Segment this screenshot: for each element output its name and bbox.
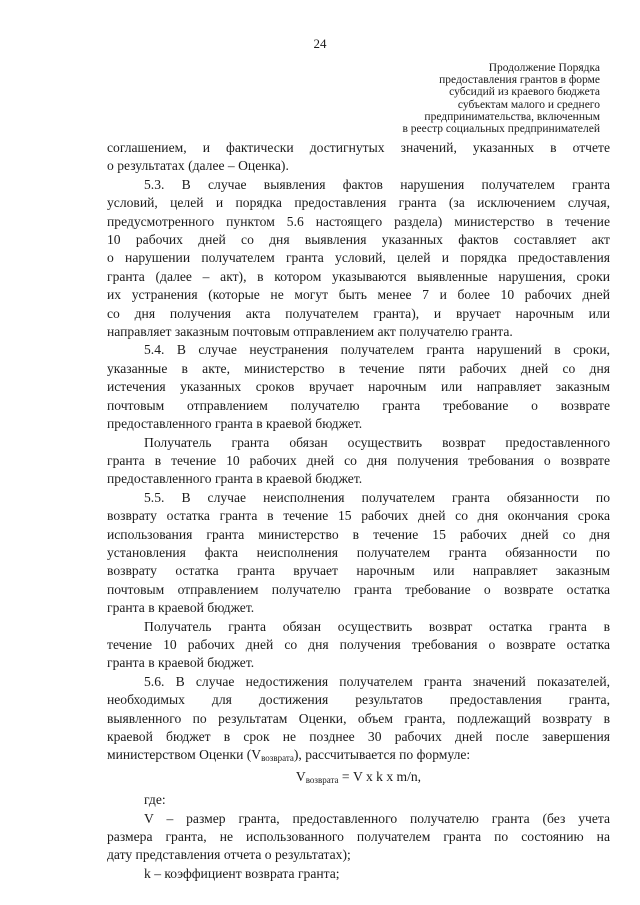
text-line: гранта в краевой бюджет. [107,655,255,671]
text-line: дату представления отчета о результатах); [107,847,351,863]
text-line: установления факта неисполнения получателем гранта обязанности по [107,544,610,560]
definition-v-start: V – размер гранта, предоставленного получателю гранта (без учета [144,810,610,826]
formula-block [107,765,610,791]
ministry-line-before: министерством Оценки (V [107,747,262,763]
ministry-line-after: ), рассчитывается по формуле: [293,747,471,763]
definition-k: k – коэффициент возврата гранта; [144,865,340,881]
header-line: в реестр социальных предпринимателей [402,123,600,136]
text-line: о нарушении получателем гранта условий, целей и порядка предоставления [107,250,610,266]
text-line: со дня получения акта получателем гранта), и вручает нарочным или [107,305,610,321]
ministry-line [107,746,610,764]
ministry-line-subscript: возврата [261,753,294,764]
text-line: краевой бюджет в срок не позднее 30 рабочих дней после завершения [107,729,610,744]
text-line: предоставленного гранта в краевой бюджет. [107,416,363,432]
text-line: их устранения (которые не могут быть менее 7 и более 10 рабочих дней [107,287,610,303]
formula-lhs: V [295,768,306,784]
paragraph-5-3-start: 5.3. В случае выявления фактов нарушения получателем гранта [144,176,610,192]
text-line: течение 10 рабочих дней со дня получения требования о возврате остатка [107,636,610,652]
formula-rhs: = V x k x m/n, [338,768,422,784]
header-line: предпринимательства, включенным [424,110,600,123]
formula-lhs-subscript: возврата [305,774,339,785]
header-line: субъектам малого и среднего [457,98,600,111]
text-line: почтовым отправлением получателю гранта требование о возврате [107,397,610,413]
text-line: соглашением, и фактически достигнутых значений, указанных в отчете [107,140,610,155]
body-text [107,139,610,883]
text-line: предусмотренного пунктом 5.6 настоящего раздела) министерство в течение [107,213,610,229]
paragraph-recipient-start: Получатель гранта обязан осуществить возврат предоставленного [144,434,610,450]
where-label: где: [144,792,166,808]
document-header [400,62,600,135]
text-line: предоставленного гранта в краевой бюджет. [107,471,363,487]
paragraph-recipient-remainder-start: Получатель гранта обязан осуществить возврат остатка гранта в [144,618,610,634]
text-line: гранта в течение 10 рабочих дней со дня получения требования о возврате [107,452,610,468]
paragraph-5-6-start: 5.6. В случае недостижения получателем гранта значений показателей, [144,673,610,689]
header-line: предоставления грантов в форме [439,74,600,87]
text-line: выявленного по результатам Оценки, объем гранта, подлежащий возврату в [107,710,610,726]
text-line: размера гранта, не использованного получателем гранта по состоянию на [107,829,610,845]
text-line: указанные в акте, министерство в течение пяти рабочих дней со дня [107,360,610,376]
text-line: направляет заказным почтовым отправлением акт получателю гранта. [107,324,513,340]
paragraph-5-4-start: 5.4. В случае неустранения получателем гранта нарушений в сроки, [144,342,610,358]
text-line: гранта в краевой бюджет. [107,600,255,616]
header-line: Продолжение Порядка [488,62,600,74]
text-line: возврату остатка гранта в течение 15 рабочих дней со дня окончания срока [107,508,610,524]
text-line: использования гранта министерство в течение 15 рабочих дней со дня [107,526,610,542]
text-line: почтовым отправлением получателю гранта требование о возврате остатка [107,581,610,597]
text-line: условий, целей и порядка предоставления гранта (за исключением случая, [107,195,610,211]
text-line: истечения указанных сроков вручает нарочным или направляет заказным [107,379,610,395]
page-number: 24 [313,36,327,51]
text-line: 10 рабочих дней со дня выявления указанных фактов составляет акт [107,232,610,248]
text-line: необходимых для достижения результатов предоставления гранта, [107,692,610,708]
header-line: субсидий из краевого бюджета [449,86,600,99]
text-line: возврату остатка гранта вручает нарочным или направляет заказным [107,563,610,579]
paragraph-5-5-start: 5.5. В случае неисполнения получателем гранта обязанности по [144,489,610,505]
text-line: о результатах (далее – Оценка). [107,158,289,174]
text-line: гранта (далее – акт), в котором указываются выявленные нарушения, сроки [107,268,610,284]
formula [107,768,610,786]
